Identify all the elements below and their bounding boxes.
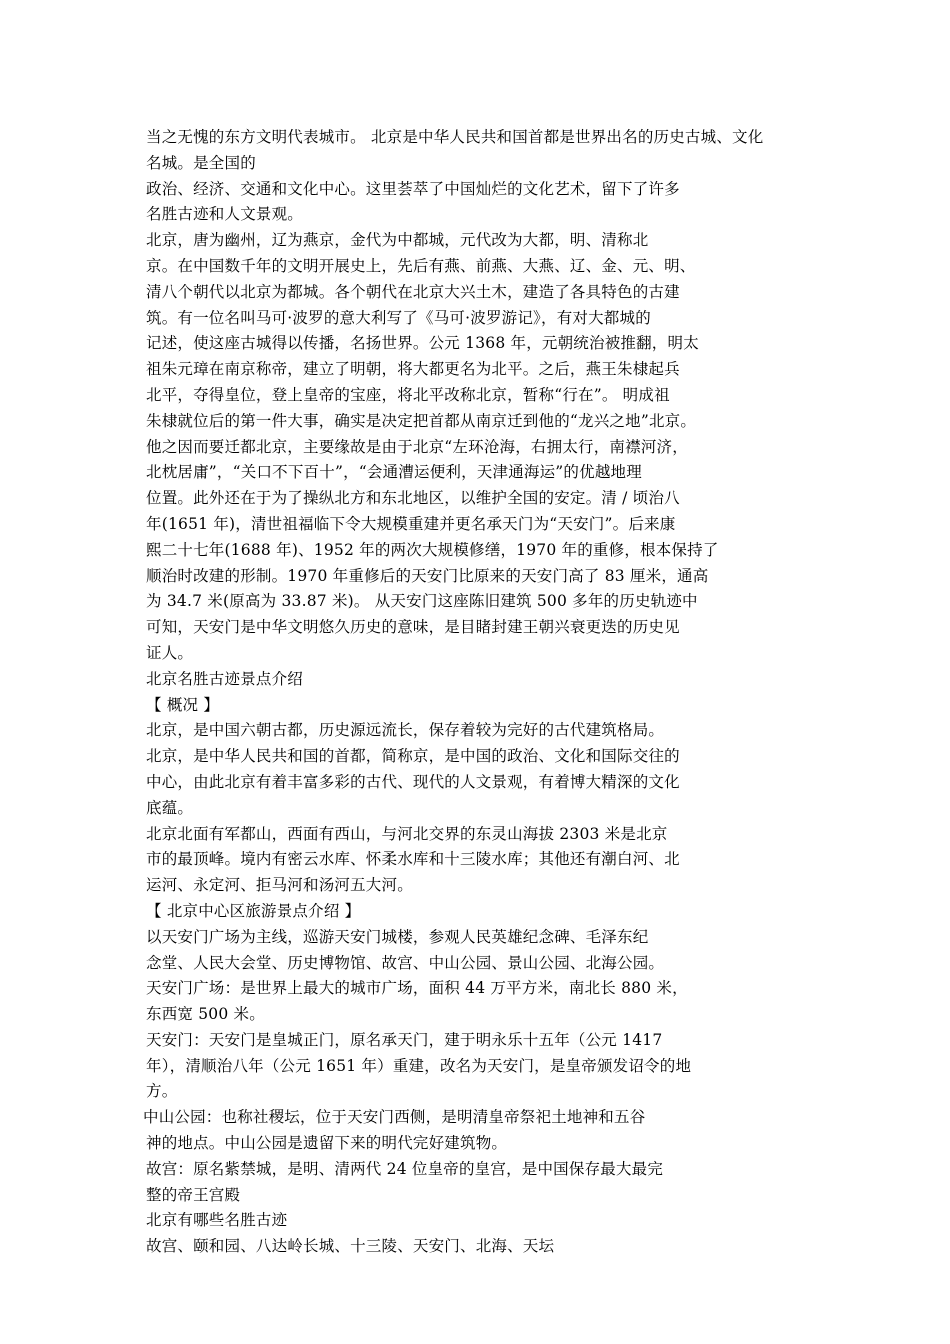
text-line: 底蕴。 (146, 798, 194, 817)
text-line: 名城。是全国的 (146, 153, 256, 172)
text-line: 天安门广场：是世界上最大的城市广场，面积 44 万平方米，南北长 880 米， (146, 979, 688, 998)
section-heading: 【 概况 】 (146, 695, 220, 714)
text-line: 证人。 (146, 643, 194, 662)
text-line: 北京，是中国六朝古都，历史源远流长，保存着较为完好的古代建筑格局。 (146, 721, 665, 740)
text-line: 故宫、颐和园、八达岭长城、十三陵、天安门、北海、天坛 (146, 1237, 555, 1256)
text-line: 方。 (146, 1082, 178, 1101)
text-line: 念堂、人民大会堂、历史博物馆、故宫、中山公园、景山公园、北海公园。 (146, 953, 665, 972)
text-line: 运河、永定河、拒马河和汤河五大河。 (146, 876, 413, 895)
section-heading: 北京有哪些名胜古迹 (146, 1211, 288, 1230)
text-line: 熙二十七年(1688 年)、1952 年的两次大规模修缮，1970 年的重修，根本保持了 (146, 540, 719, 559)
text-line: 整的帝王宫殿 (146, 1185, 241, 1204)
text-line: 为 34.7 米(原高为 33.87 米)。 从天安门这座陈旧建筑 500 多年的历史轨迹中 (146, 592, 698, 611)
text-line: 天安门：天安门是皇城正门，原名承天门，建于明永乐十五年（公元 1417 (146, 1030, 663, 1049)
text-line: 北枕居庸”，“关口不下百十”，“会通漕运便利，天津通海运”的优越地理 (146, 463, 642, 482)
text-line: 东西宽 500 米。 (146, 1005, 265, 1024)
text-line: 筑。有一位名叫马可·波罗的意大利写了《马可·波罗游记》，有对大都城的 (146, 308, 651, 327)
text-line: 年），清顺治八年（公元 1651 年）重建，改名为天安门，是皇帝颁发诏令的地 (146, 1056, 692, 1075)
text-line: 故宫：原名紫禁城，是明、清两代 24 位皇帝的皇宫，是中国保存最大最完 (146, 1159, 664, 1178)
text-line: 以天安门广场为主线，巡游天安门城楼，参观人民英雄纪念碑、毛泽东纪 (146, 927, 649, 946)
text-line: 北京，唐为幽州，辽为燕京，金代为中都城，元代改为大都，明、清称北 (146, 231, 649, 250)
text-line: 中心，由此北京有着丰富多彩的古代、现代的人文景观，有着博大精深的文化 (146, 772, 680, 791)
text-line: 可知，天安门是中华文明悠久历史的意味，是目睹封建王朝兴衰更迭的历史见 (146, 618, 680, 637)
text-line: 政治、经济、交通和文化中心。这里荟萃了中国灿烂的文化艺术，留下了许多 (146, 179, 680, 198)
text-line: 朱棣就位后的第一件大事，确实是决定把首都从南京迁到他的“龙兴之地”北京。 (146, 411, 697, 430)
text-line: 位置。此外还在于为了操纵北方和东北地区，以维护全国的安定。清 / 顷治八 (146, 489, 680, 508)
text-line: 当之无愧的东方文明代表城市。 北京是中华人民共和国首都是世界出名的历史古城、文化 (146, 128, 764, 146)
text-line: 京。在中国数千年的文明开展史上，先后有燕、前燕、大燕、辽、金、元、明、 (146, 256, 696, 275)
text-line: 市的最顶峰。境内有密云水库、怀柔水库和十三陵水库；其他还有潮白河、北 (146, 850, 680, 869)
text-line: 顺治时改建的形制。1970 年重修后的天安门比原来的天安门高了 83 厘米，通高 (146, 566, 709, 585)
text-line: 年(1651 年)，清世祖福临下令大规模重建并更名承天门为“天安门”。后来康 (146, 514, 676, 533)
text-line: 神的地点。中山公园是遗留下来的明代完好建筑物。 (146, 1134, 508, 1153)
text-line: 祖朱元璋在南京称帝，建立了明朝，将大都更名为北平。之后，燕王朱棣起兵 (146, 360, 680, 379)
document-body (143, 125, 826, 1260)
text-line: 他之因而要迁都北京，主要缘故是由于北京“左环沧海，右拥太行，南襟河济， (146, 437, 688, 456)
text-line: 清八个朝代以北京为都城。各个朝代在北京大兴土木，建造了各具特色的古建 (146, 282, 680, 301)
text-line: 北京北面有军都山，西面有西山，与河北交界的东灵山海拔 2303 米是北京 (146, 824, 668, 843)
text-line: 北京，是中华人民共和国的首都，简称京，是中国的政治、文化和国际交往的 (146, 747, 680, 766)
section-heading: 北京名胜古迹景点介绍 (146, 669, 304, 688)
text-line: 中山公园：也称社稷坛，位于天安门西侧，是明清皇帝祭祀土地神和五谷 (143, 1108, 646, 1127)
text-line: 名胜古迹和人文景观。 (146, 205, 304, 224)
text-line: 记述，使这座古城得以传播，名扬世界。公元 1368 年，元朝统治被推翻，明太 (146, 334, 699, 353)
section-heading: 【 北京中心区旅游景点介绍 】 (146, 901, 361, 920)
text-line: 北平，夺得皇位，登上皇帝的宝座，将北平改称北京，暂称“行在”。 明成祖 (146, 385, 670, 404)
